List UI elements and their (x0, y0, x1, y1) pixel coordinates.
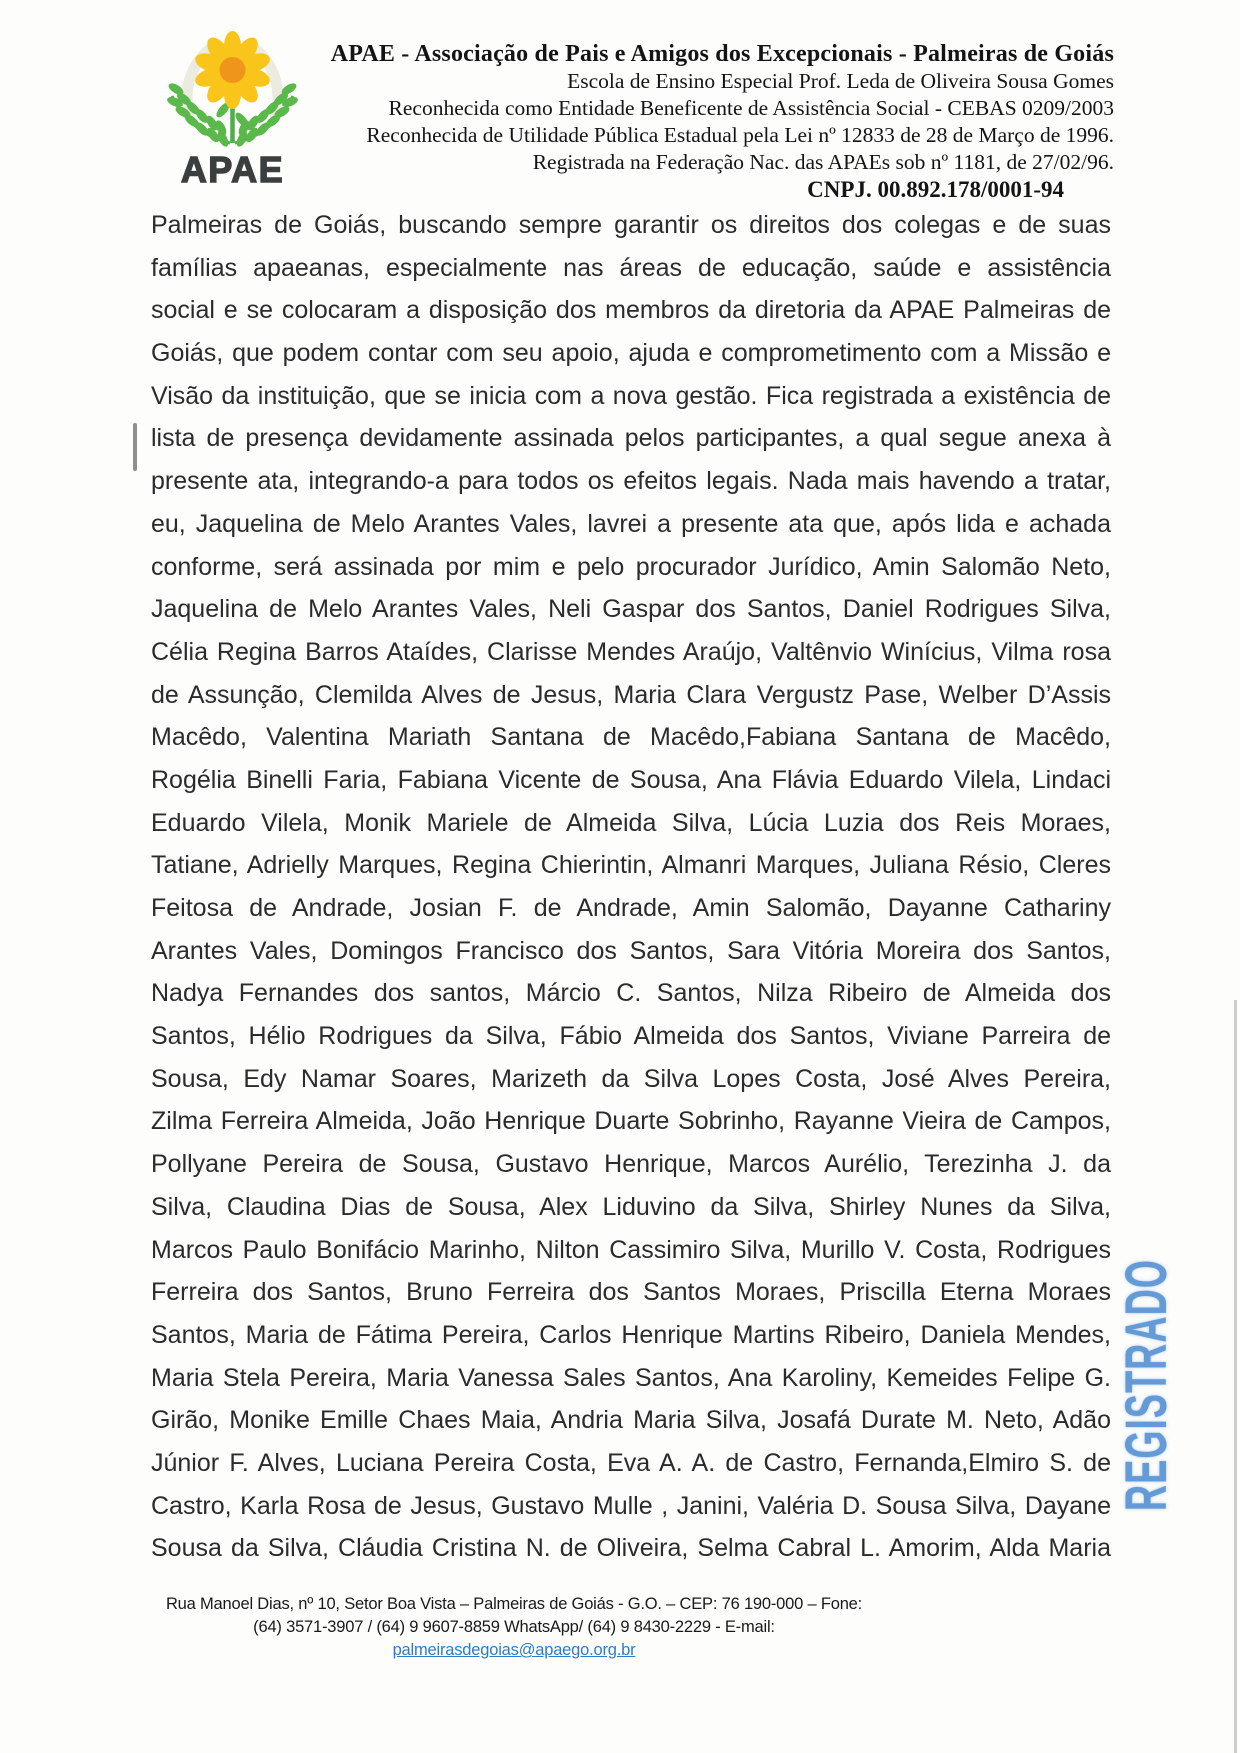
body-text-line: Célia Regina Barros Ataídes, Clarisse Mendes Araújo, Valtênvio Winícius, Vilma rosa (151, 637, 1111, 666)
body-text-line: famílias apaeanas, especialmente nas áreas de educação, saúde e assistência (151, 253, 1111, 282)
scan-artifact-left-mark (133, 423, 137, 471)
body-text-line: Rogélia Binelli Faria, Fabiana Vicente de Sousa, Ana Flávia Eduardo Vilela, Lindaci (151, 765, 1111, 794)
footer-contacts-line (140, 1616, 888, 1662)
body-text-line: eu, Jaquelina de Melo Arantes Vales, lavrei a presente ata que, após lida e achada (151, 509, 1111, 538)
page-footer (140, 1593, 888, 1662)
body-text-line: Palmeiras de Goiás, buscando sempre garantir os direitos dos colegas e de suas (151, 211, 1111, 239)
body-text-line: Ferreira dos Santos, Bruno Ferreira dos Santos Moraes, Priscilla Eterna Moraes (151, 1278, 1111, 1307)
body-text-line: social e se colocaram a disposição dos membros da diretoria da APAE Palmeiras de (151, 296, 1111, 325)
body-text-line: Silva, Claudina Dias de Sousa, Alex Liduvino da Silva, Shirley Nunes da Silva, (151, 1192, 1111, 1221)
footer-contacts-text: (64) 3571-3907 / (64) 9 9607-8859 WhatsApp/ (64) 9 8430-2229 - E-mail: (253, 1618, 775, 1636)
utility-law-line: Reconhecida de Utilidade Pública Estadual pela Lei nº 12833 de 28 de Março de 1996. (366, 123, 1114, 147)
registrado-stamp (1105, 1187, 1189, 1587)
body-text-line: de Assunção, Clemilda Alves de Jesus, Maria Clara Vergustz Pase, Welber D’Assis (151, 680, 1111, 709)
federation-line: Registrada na Federação Nac. das APAEs sob nº 1181, de 27/02/96. (532, 150, 1114, 174)
body-text-line: Feitosa de Andrade, Josian F. de Andrade, Amin Salomão, Dayanne Cathariny (151, 894, 1111, 922)
body-text-line: Nadya Fernandes dos santos, Márcio C. Santos, Nilza Ribeiro de Almeida dos (151, 979, 1111, 1008)
body-text-line: Arantes Vales, Domingos Francisco dos Santos, Sara Vitória Moreira dos Santos, (151, 936, 1111, 965)
body-text-line: Macêdo, Valentina Mariath Santana de Macêdo,Fabiana Santana de Macêdo, (151, 723, 1111, 752)
body-text-line: Júnior F. Alves, Luciana Pereira Costa, Eva A. A. de Castro, Fernanda,Elmiro S. de (151, 1448, 1111, 1477)
org-title: APAE - Associação de Pais e Amigos dos Excepcionais - Palmeiras de Goiás (330, 41, 1114, 67)
body-text-line: Marcos Paulo Bonifácio Marinho, Nilton Cassimiro Silva, Murillo V. Costa, Rodrigues (151, 1235, 1111, 1264)
logo-wordmark: APAE (180, 149, 285, 190)
body-text-line: Goiás, que podem contar com seu apoio, ajuda e comprometimento com a Missão e (151, 339, 1111, 368)
body-text-line: conforme, será assinada por mim e pelo procurador Jurídico, Amin Salomão Neto, (151, 552, 1111, 581)
body-text-line: Zilma Ferreira Almeida, João Henrique Duarte Sobrinho, Rayanne Vieira de Campos, (151, 1107, 1111, 1136)
minutes-body-text (151, 204, 1111, 1570)
letterhead (300, 41, 1114, 203)
body-text-line: Santos, Maria de Fátima Pereira, Carlos Henrique Martins Ribeiro, Daniela Mendes, (151, 1320, 1111, 1349)
body-text-line: Jaquelina de Melo Arantes Vales, Neli Gaspar dos Santos, Daniel Rodrigues Silva, (151, 595, 1111, 624)
registrado-stamp-text: REGISTRADO (1114, 1258, 1179, 1511)
apae-logo (155, 30, 310, 190)
body-text-line: presente ata, integrando-a para todos os efeitos legais. Nada mais havendo a tratar, (151, 467, 1111, 496)
body-text-line: Sousa, Edy Namar Soares, Marizeth da Silva Lopes Costa, José Alves Pereira, (151, 1064, 1111, 1093)
scan-artifact-right-edge (1234, 1000, 1237, 1753)
apae-flower-logo-icon (155, 30, 310, 190)
body-text-line: Visão da instituição, que se inicia com a nova gestão. Fica registrada a existência de (151, 381, 1111, 410)
footer-email-link[interactable]: palmeirasdegoias@apaego.org.br (392, 1641, 636, 1659)
body-text-line: Girão, Monike Emille Chaes Maia, Andria Maria Silva, Josafá Durate M. Neto, Adão (151, 1406, 1111, 1435)
body-text-line: Eduardo Vilela, Monik Mariele de Almeida Silva, Lúcia Luzia dos Reis Moraes, (151, 808, 1111, 837)
body-text-line: Pollyane Pereira de Sousa, Gustavo Henrique, Marcos Aurélio, Terezinha J. da (151, 1150, 1111, 1179)
body-text-line: lista de presença devidamente assinada pelos participantes, a qual segue anexa à (151, 424, 1111, 453)
school-name-line: Escola de Ensino Especial Prof. Leda de Oliveira Sousa Gomes (567, 69, 1114, 93)
cebas-line: Reconhecida como Entidade Beneficente de Assistência Social - CEBAS 0209/2003 (388, 96, 1114, 120)
body-text-line: Santos, Hélio Rodrigues da Silva, Fábio Almeida dos Santos, Viviane Parreira de (151, 1022, 1111, 1051)
body-text-line: Maria Stela Pereira, Maria Vanessa Sales Santos, Ana Karoliny, Kemeides Felipe G. (151, 1363, 1111, 1392)
body-text-line: Castro, Karla Rosa de Jesus, Gustavo Mulle , Janini, Valéria D. Sousa Silva, Dayane (151, 1491, 1111, 1520)
logo-flower-center (220, 57, 246, 83)
footer-address-line: Rua Manoel Dias, nº 10, Setor Boa Vista – Palmeiras de Goiás - G.O. – CEP: 76 190-000 – Fone: (165, 1595, 863, 1613)
body-text-line: Tatiane, Adrielly Marques, Regina Chierintin, Almanri Marques, Juliana Résio, Cleres (151, 851, 1111, 880)
body-text-line: Sousa da Silva, Cláudia Cristina N. de Oliveira, Selma Cabral L. Amorim, Alda Maria (151, 1534, 1111, 1563)
cnpj-line: CNPJ. 00.892.178/0001-94 (807, 177, 1064, 202)
